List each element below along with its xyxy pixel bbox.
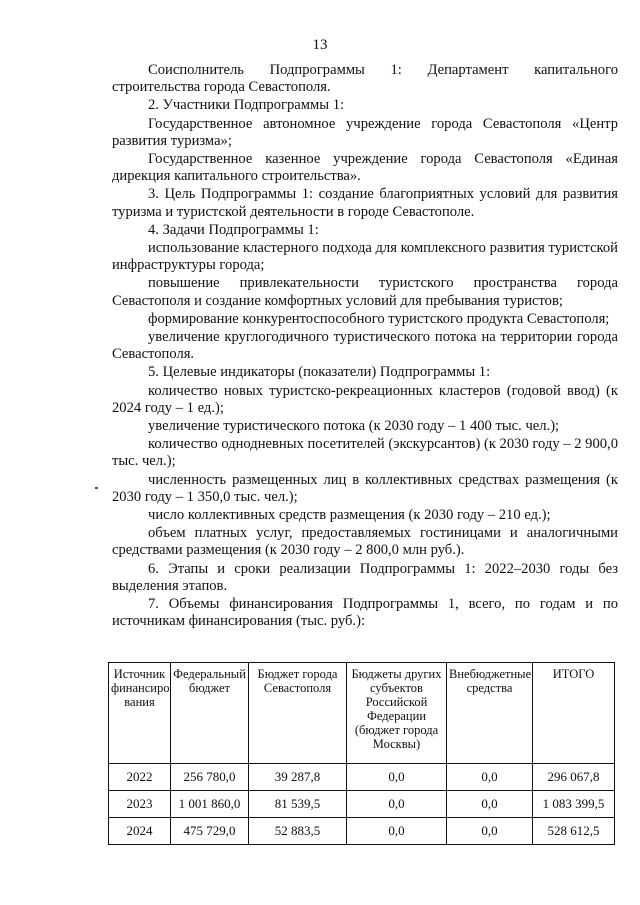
paragraph: повышение привлекательности туристского пространства города Севастополя и создание комфортных условий для пребывания туристов;	[112, 275, 618, 309]
column-header: Федеральный бюджет	[171, 663, 249, 764]
paragraph: увеличение круглогодичного туристического потока на территории города Севастополя.	[112, 329, 618, 363]
table-cell: 256 780,0	[171, 764, 249, 791]
table-cell: 1 083 399,5	[533, 791, 615, 818]
table-cell: 296 067,8	[533, 764, 615, 791]
column-header: Внебюджетные средства	[447, 663, 533, 764]
table-cell: 528 612,5	[533, 818, 615, 845]
scan-mark	[95, 487, 98, 489]
paragraph: 6. Этапы и сроки реализации Подпрограммы 1: 2022–2030 годы без выделения этапов.	[112, 560, 618, 594]
paragraph: 4. Задачи Подпрограммы 1:	[148, 221, 319, 238]
table-row	[109, 764, 615, 791]
table-cell: 1 001 860,0	[171, 791, 249, 818]
paragraph: формирование конкурентоспособного туристского продукта Севастополя;	[148, 310, 610, 327]
paragraph: Государственное автономное учреждение города Севастополя «Центр развития туризма»;	[112, 115, 618, 149]
table-cell: 2023	[109, 791, 171, 818]
paragraph: объем платных услуг, предоставляемых гостиницами и аналогичными средствами размещения (к 2030 году – 2 800,0 млн руб.).	[112, 525, 618, 559]
table-cell: 39 287,8	[249, 764, 347, 791]
column-header: Бюджет города Севастополя	[249, 663, 347, 764]
table-cell: 2024	[109, 818, 171, 845]
table-cell: 475 729,0	[171, 818, 249, 845]
table-cell: 0,0	[447, 791, 533, 818]
column-header: Источник финансиро вания	[109, 663, 171, 764]
table-row	[109, 818, 615, 845]
table-header-row	[109, 663, 615, 764]
table-cell: 0,0	[347, 791, 447, 818]
table-cell: 52 883,5	[249, 818, 347, 845]
paragraph: 7. Объемы финансирования Подпрограммы 1, всего, по годам и по источникам финансирования (тыс. руб.):	[112, 596, 618, 630]
paragraph: увеличение туристического потока (к 2030 году – 1 400 тыс. чел.);	[148, 418, 560, 435]
paragraph: численность размещенных лиц в коллективных средствах размещения (к 2030 году – 1 350,0 тыс. чел.);	[112, 471, 618, 505]
column-header: ИТОГО	[533, 663, 615, 764]
paragraph: число коллективных средств размещения (к 2030 году – 210 ед.);	[148, 507, 551, 524]
table-cell: 0,0	[447, 764, 533, 791]
table-cell: 0,0	[447, 818, 533, 845]
paragraph: Государственное казенное учреждение города Севастополя «Единая дирекция капитального строительства».	[112, 151, 618, 185]
financing-table	[108, 662, 615, 845]
table-cell: 81 539,5	[249, 791, 347, 818]
paragraph: 2. Участники Подпрограммы 1:	[148, 97, 345, 114]
paragraph: 5. Целевые индикаторы (показатели) Подпрограммы 1:	[148, 364, 491, 381]
table-row	[109, 791, 615, 818]
column-header: Бюджеты других субъектов Российской Федерации (бюджет города Москвы)	[347, 663, 447, 764]
table-cell: 0,0	[347, 764, 447, 791]
table-cell: 2022	[109, 764, 171, 791]
paragraph: количество однодневных посетителей (экскурсантов) (к 2030 году – 2 900,0 тыс. чел.);	[112, 436, 618, 470]
paragraph: использование кластерного подхода для комплексного развития туристской инфраструктуры города;	[112, 240, 618, 274]
page-number: 13	[312, 37, 328, 53]
table-cell: 0,0	[347, 818, 447, 845]
paragraph: Соисполнитель Подпрограммы 1: Департамент капитального строительства города Севастополя.	[112, 62, 618, 96]
paragraph: 3. Цель Подпрограммы 1: создание благоприятных условий для развития туризма и туристской деятельности в городе Севастополе.	[112, 186, 618, 220]
body-text	[112, 62, 618, 631]
paragraph: количество новых туристско-рекреационных кластеров (годовой ввод) (к 2024 году – 1 ед.);	[112, 382, 618, 416]
